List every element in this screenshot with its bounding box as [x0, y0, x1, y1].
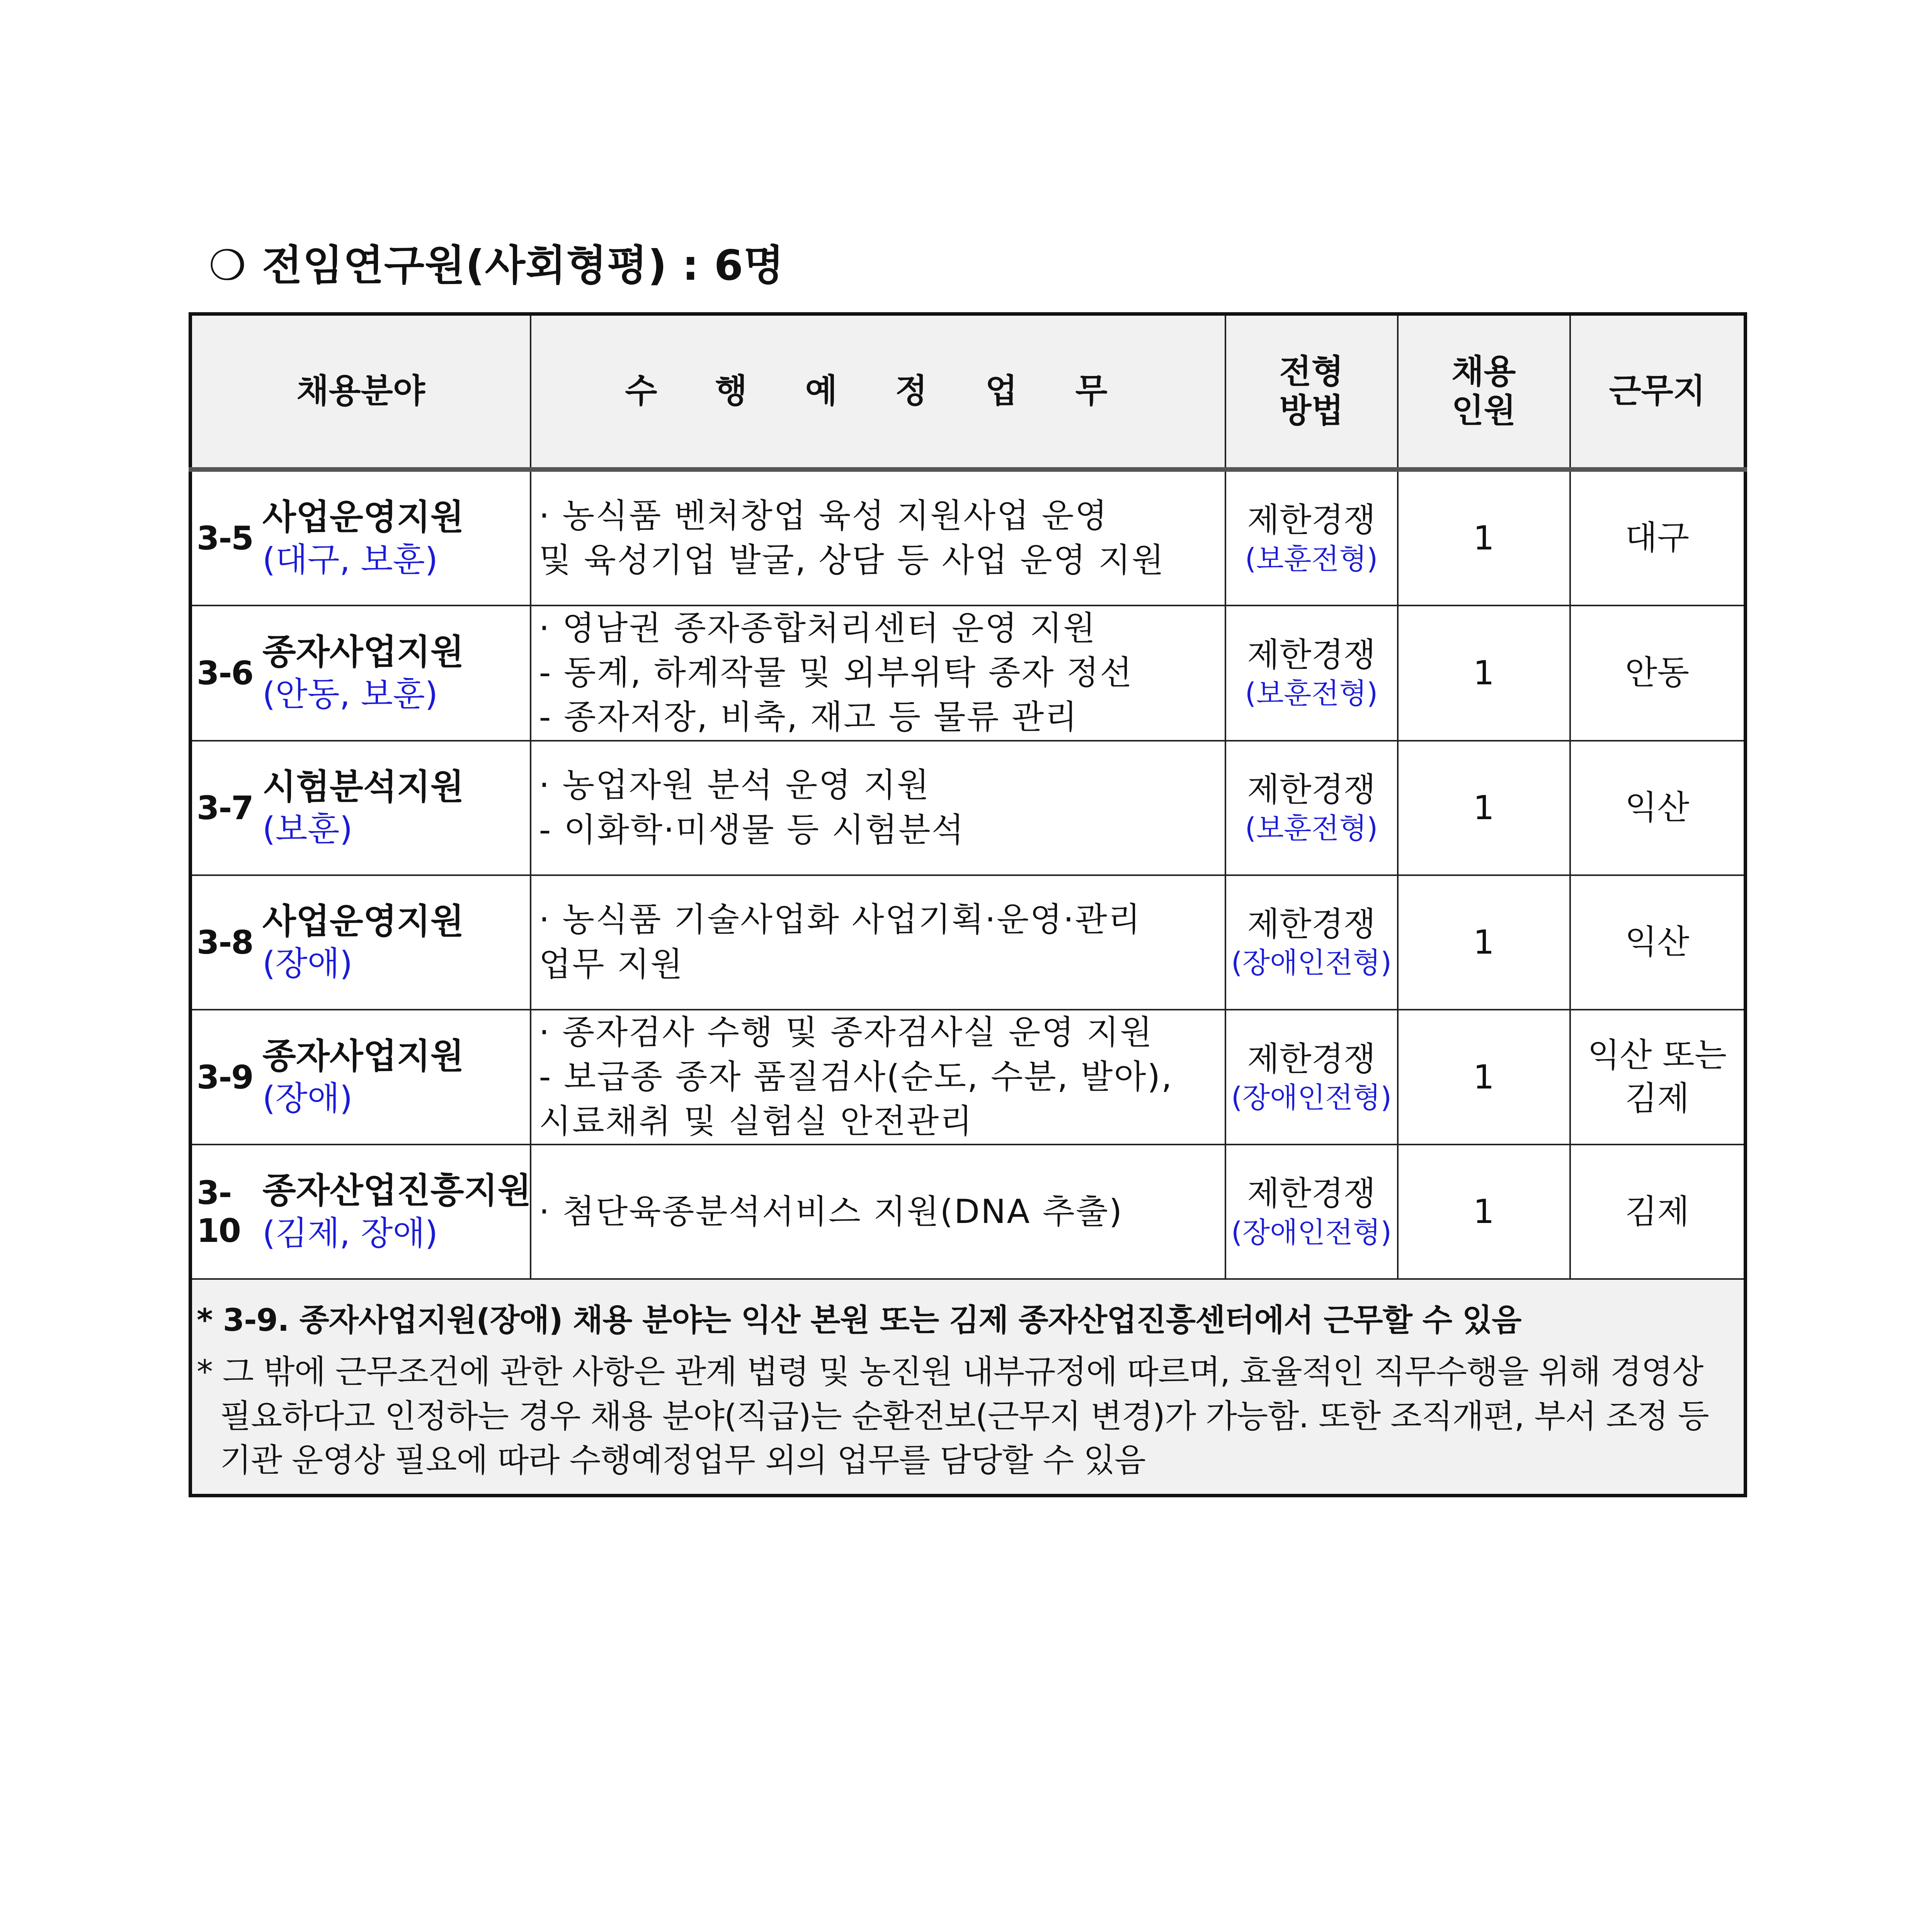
- count-cell: 1: [1398, 741, 1570, 875]
- field-cell: [191, 469, 531, 605]
- method-label: 제한경쟁: [1247, 1039, 1376, 1078]
- method-cell: [1225, 605, 1398, 741]
- field-note: (장애): [262, 944, 353, 983]
- field-name: 사업운영지원: [262, 497, 464, 537]
- place-cell: [1570, 1145, 1746, 1279]
- field-name: 종자산업진흥지원: [262, 1170, 531, 1211]
- section-heading: [209, 232, 784, 292]
- method-cell: [1225, 469, 1398, 605]
- table-row: [191, 1145, 1746, 1279]
- notes-row: [191, 1279, 1746, 1495]
- duty-cell: [531, 469, 1225, 605]
- table-row: [191, 469, 1746, 605]
- method-label: 제한경쟁: [1247, 501, 1376, 539]
- table-row: [191, 741, 1746, 875]
- duty-line: · 영남권 종자종합처리센터 운영 지원: [539, 609, 1097, 648]
- table-row: [191, 1010, 1746, 1145]
- duty-cell: [531, 605, 1225, 741]
- place-line: 김제: [1625, 1192, 1690, 1231]
- place-cell: [1570, 469, 1746, 605]
- count-cell: 1: [1398, 469, 1570, 605]
- method-note: (장애인전형): [1231, 1216, 1392, 1249]
- method-label: 제한경쟁: [1247, 1174, 1376, 1213]
- place-line: 익산: [1625, 788, 1690, 827]
- method-note: (보훈전형): [1245, 812, 1378, 845]
- count-cell: 1: [1398, 1145, 1570, 1279]
- field-code: 3-8: [197, 923, 253, 961]
- header-method: [1225, 314, 1398, 470]
- place-cell: [1570, 875, 1746, 1010]
- header-place: 근무지: [1570, 314, 1746, 470]
- duty-line: - 보급종 종자 품질검사(순도, 수분, 발아),: [539, 1057, 1173, 1096]
- header-field: 채용분야: [191, 314, 531, 470]
- method-note: (보훈전형): [1245, 542, 1378, 576]
- notes-cell: [191, 1279, 1746, 1495]
- duty-line: - 동계, 하계작물 및 외부위탁 종자 정선: [539, 653, 1133, 692]
- place-line: 안동: [1625, 653, 1690, 692]
- field-note: (안동, 보훈): [262, 675, 438, 714]
- duty-cell: [531, 741, 1225, 875]
- table-header-row: [191, 314, 1746, 470]
- place-line: 익산 또는: [1588, 1036, 1727, 1075]
- field-code: 3-9: [197, 1058, 253, 1096]
- duty-line: · 농식품 기술사업화 사업기획·운영·관리: [539, 900, 1142, 939]
- field-name: 사업운영지원: [262, 901, 464, 942]
- duty-line: - 종자저장, 비축, 재고 등 물류 관리: [539, 698, 1079, 737]
- header-count: [1398, 314, 1570, 470]
- duty-cell: [531, 875, 1225, 1010]
- count-cell: 1: [1398, 875, 1570, 1010]
- place-line: 대구: [1625, 519, 1690, 558]
- note-conditions: * 그 밖에 근무조건에 관한 사항은 관계 법령 및 농진원 내부규정에 따르며, 효율적인 직무수행을 위해 경영상 필요하다고 인정하는 경우 채용 분야(직급)는 순환전보(근무지 변경)가 가능함. 또한 조직개편, 부서 조정 등 기관 운영상 필요에 따라 수행예정업무 외의 업무를 담당할 수 있음: [197, 1353, 1709, 1479]
- place-cell: [1570, 605, 1746, 741]
- header-count-line1: 채용: [1451, 352, 1516, 391]
- method-note: (보훈전형): [1245, 677, 1378, 711]
- method-cell: [1225, 1010, 1398, 1145]
- method-label: 제한경쟁: [1247, 635, 1376, 674]
- field-name: 시험분석지원: [262, 766, 464, 807]
- field-cell: [191, 741, 531, 875]
- duty-line: 업무 지원: [539, 945, 684, 984]
- note-location: * 3-9. 종자사업지원(장애) 채용 분야는 익산 본원 또는 김제 종자산업진흥센터에서 근무할 수 있음: [197, 1302, 1521, 1338]
- table-row: [191, 875, 1746, 1010]
- method-note: (장애인전형): [1231, 946, 1392, 980]
- field-name: 종자사업지원: [262, 631, 464, 672]
- duty-line: · 농식품 벤처창업 육성 지원사업 운영: [539, 496, 1108, 535]
- header-duty: [531, 314, 1225, 470]
- field-note: (김제, 장애): [262, 1214, 438, 1253]
- field-cell: [191, 605, 531, 741]
- field-code: 3-6: [197, 654, 253, 692]
- method-label: 제한경쟁: [1247, 905, 1376, 944]
- duty-line: · 종자검사 수행 및 종자검사실 운영 지원: [539, 1013, 1154, 1052]
- header-count-line2: 인원: [1451, 391, 1516, 430]
- method-cell: [1225, 741, 1398, 875]
- circle-bullet-icon: ❍: [209, 242, 247, 290]
- place-line: 김제: [1625, 1079, 1690, 1118]
- field-name: 종자사업지원: [262, 1036, 464, 1077]
- duty-cell: [531, 1010, 1225, 1145]
- place-line: 익산: [1625, 922, 1690, 961]
- table-row: [191, 605, 1746, 741]
- field-code: 3-10: [197, 1174, 240, 1250]
- method-cell: [1225, 875, 1398, 1010]
- count-cell: 1: [1398, 605, 1570, 741]
- field-cell: [191, 875, 531, 1010]
- duty-line: - 이화학·미생물 등 시험분석: [539, 810, 965, 849]
- header-method-line1: 전형: [1279, 352, 1344, 391]
- recruitment-table: [189, 312, 1747, 1497]
- field-cell: [191, 1145, 531, 1279]
- method-note: (장애인전형): [1231, 1081, 1392, 1115]
- header-method-line2: 방법: [1279, 391, 1344, 430]
- field-note: (보훈): [262, 810, 353, 849]
- duty-cell: [531, 1145, 1225, 1279]
- field-cell: [191, 1010, 531, 1145]
- duty-line: · 농업자원 분석 운영 지원: [539, 766, 930, 805]
- field-code: 3-7: [197, 789, 253, 827]
- section-heading-text: 전임연구원(사회형평) : 6명: [262, 242, 784, 290]
- method-label: 제한경쟁: [1247, 770, 1376, 809]
- field-note: (장애): [262, 1079, 353, 1118]
- place-cell: [1570, 1010, 1746, 1145]
- method-cell: [1225, 1145, 1398, 1279]
- duty-line: 및 육성기업 발굴, 상담 등 사업 운영 지원: [539, 541, 1165, 580]
- field-code: 3-5: [197, 519, 253, 557]
- place-cell: [1570, 741, 1746, 875]
- header-duty-label: 수 행 예 정 업 무: [625, 372, 1131, 411]
- count-cell: 1: [1398, 1010, 1570, 1145]
- field-note: (대구, 보훈): [262, 540, 438, 579]
- duty-line: · 첨단육종분석서비스 지원(DNA 추출): [539, 1192, 1123, 1231]
- duty-line: 시료채취 및 실험실 안전관리: [539, 1102, 973, 1141]
